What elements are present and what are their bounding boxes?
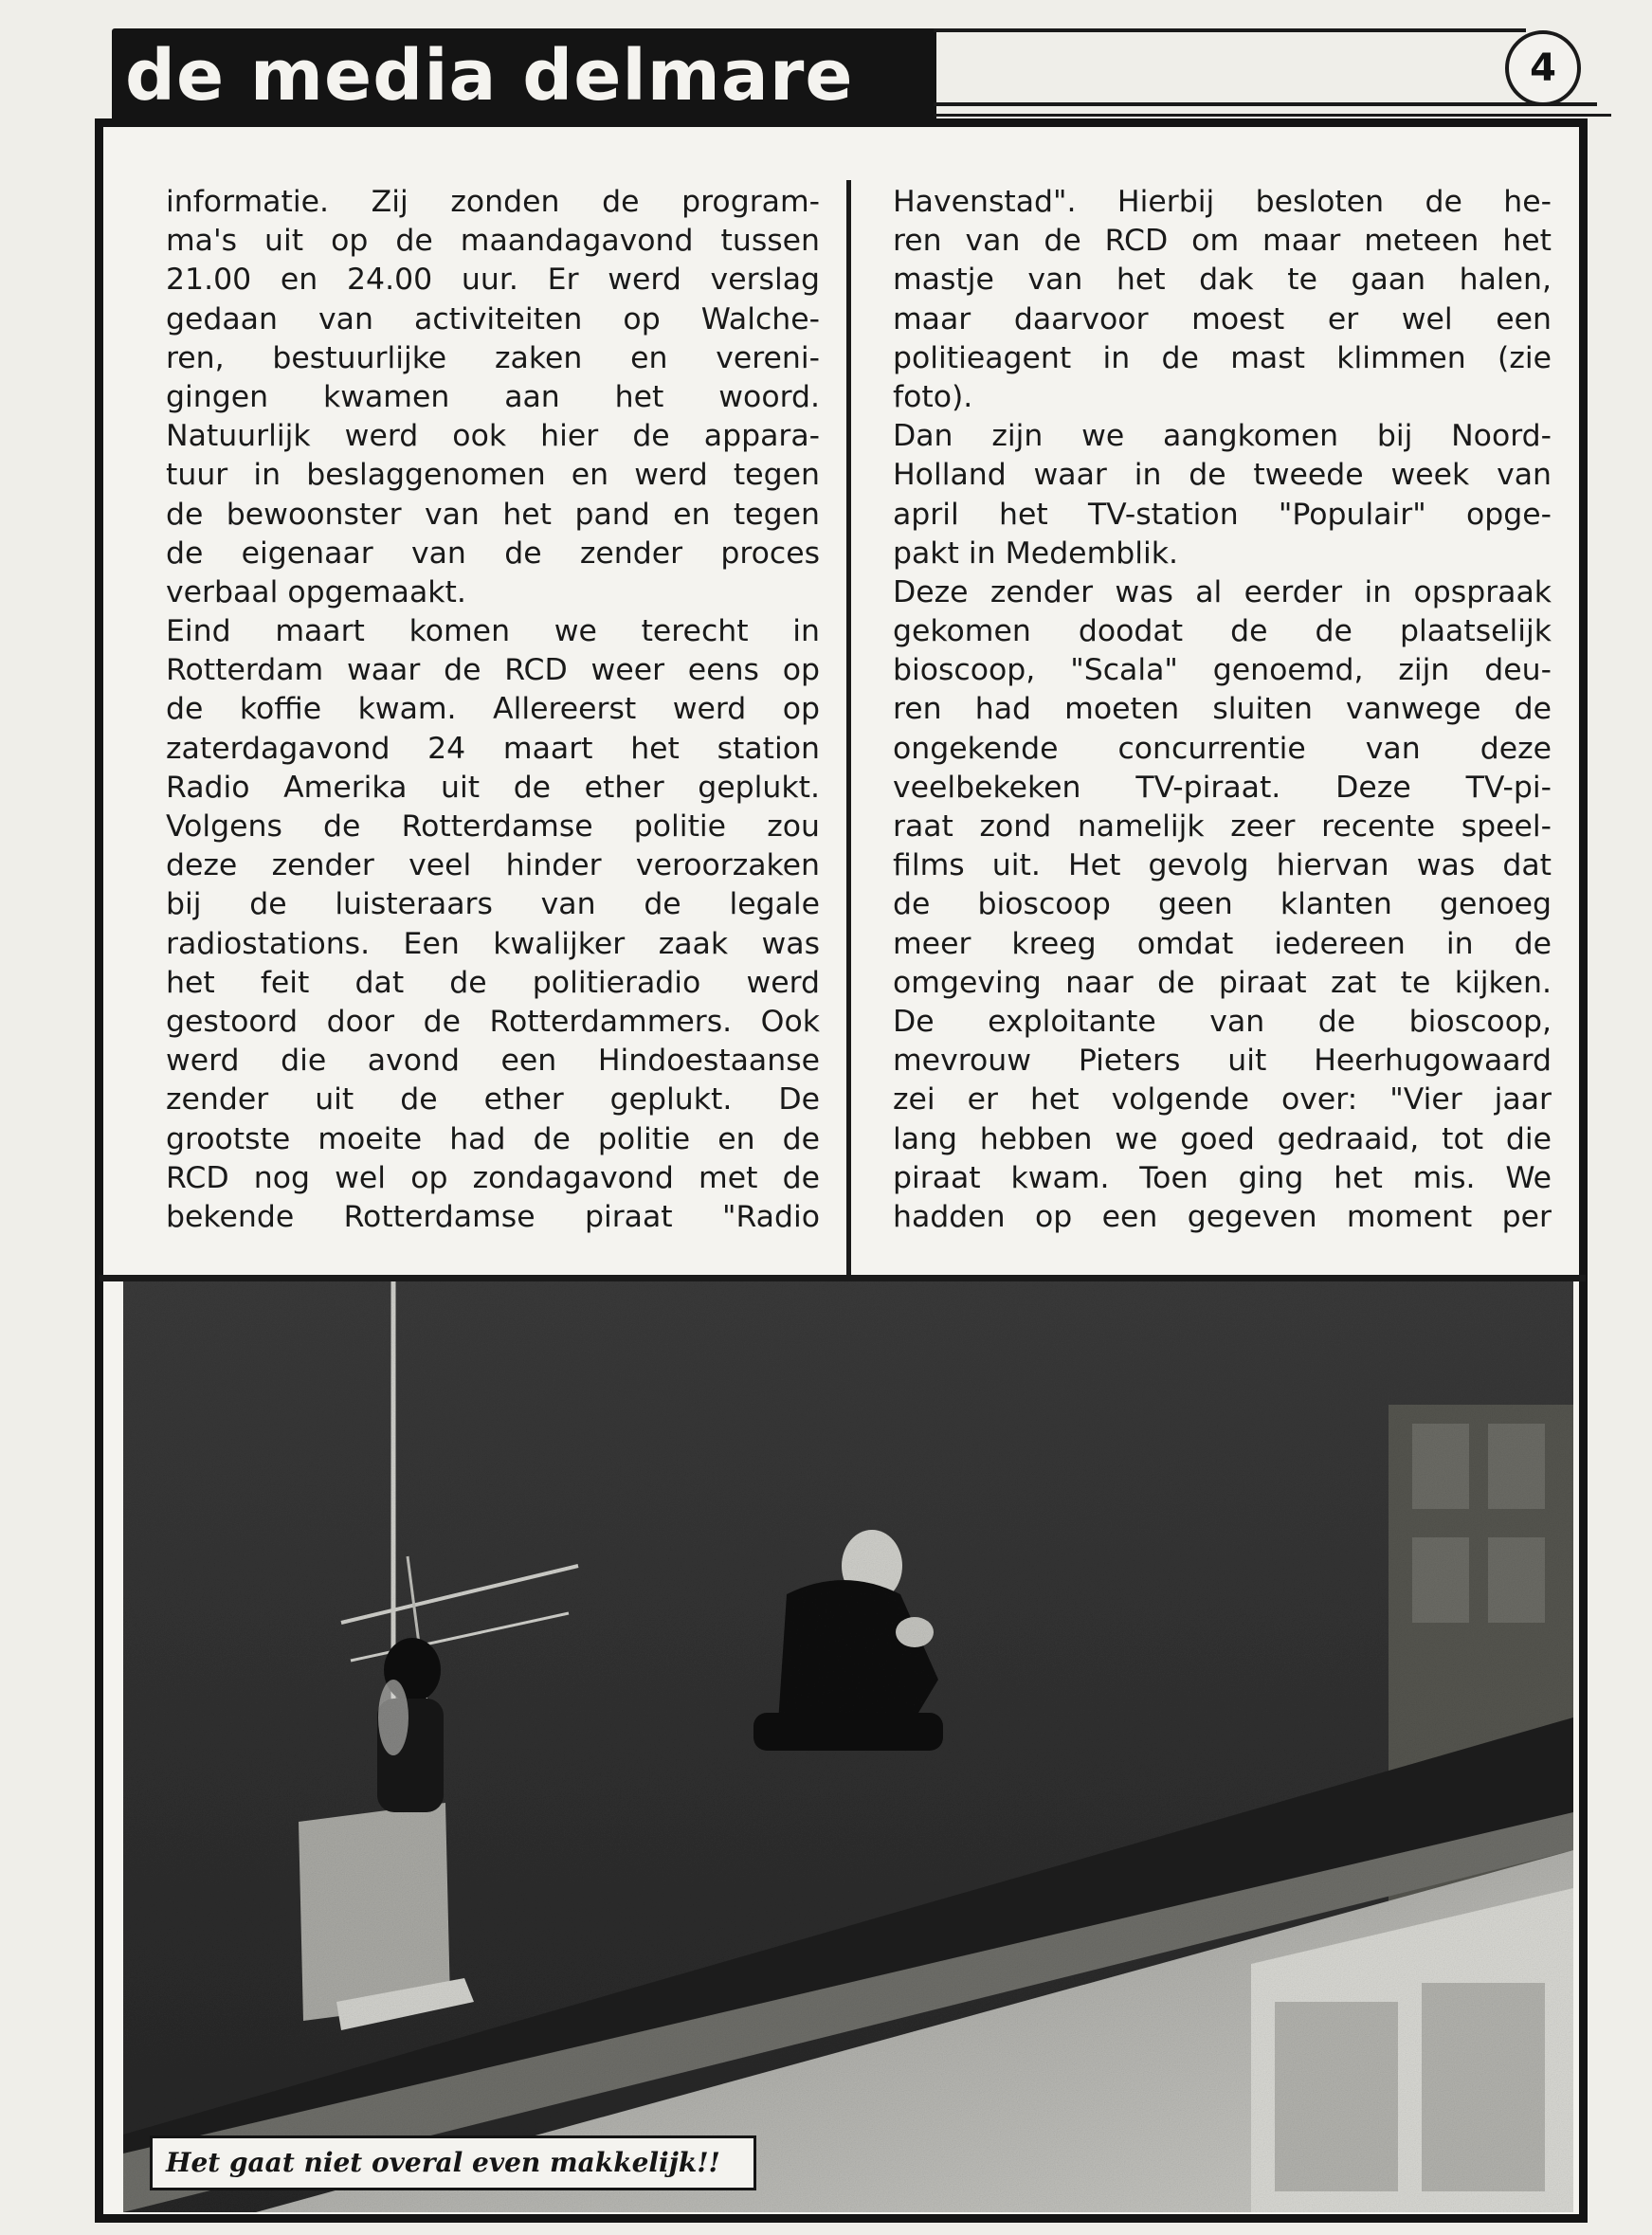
text-line: grootste moeite had de politie en de <box>166 1121 820 1156</box>
text-line: maar daarvoor moest er wel een <box>893 301 1552 336</box>
magazine-title: de media delmare <box>125 35 854 117</box>
text-line: Havenstad". Hierbij besloten de he- <box>893 185 1552 219</box>
text-line: ren van de RCD om maar meteen het <box>893 224 1552 259</box>
text-line: deze zender veel hinder veroorzaken <box>166 848 820 883</box>
text-line: omgeving naar de piraat zat te kijken. <box>893 965 1552 1000</box>
text-line: Volgens de Rotterdamse politie zou <box>166 809 820 844</box>
text-line: Holland waar in de tweede week van <box>893 458 1552 493</box>
text-line: zaterdagavond 24 maart het station <box>166 731 820 766</box>
page-number-badge: 4 <box>1505 30 1581 106</box>
text-line: ren, bestuurlijke zaken en vereni- <box>166 340 820 375</box>
column-divider <box>846 180 851 1275</box>
masthead-rule <box>934 114 1611 117</box>
text-line: werd die avond een Hindoestaanse <box>166 1044 820 1079</box>
text-line: 21.00 en 24.00 uur. Er werd verslag <box>166 263 820 298</box>
photo-caption: Het gaat niet overal even makkelijk!! <box>150 2135 756 2190</box>
text-line: Rotterdam waar de RCD weer eens op <box>166 653 820 688</box>
text-line: bekende Rotterdamse piraat "Radio <box>166 1199 820 1234</box>
text-line: meer kreeg omdat iedereen in de <box>893 926 1552 961</box>
text-line: raat zond namelijk zeer recente speel- <box>893 809 1552 844</box>
text-line: ma's uit op de maandagavond tussen <box>166 224 820 259</box>
text-line: verbaal opgemaakt. <box>166 574 466 609</box>
text-line: ongekende concurrentie van deze <box>893 731 1552 766</box>
text-line: gestoord door de Rotterdammers. Ook <box>166 1004 820 1039</box>
text-line: hadden op een gegeven moment per <box>893 1199 1552 1234</box>
text-line: de bioscoop geen klanten genoeg <box>893 887 1552 922</box>
text-line: gedaan van activiteiten op Walche- <box>166 301 820 336</box>
text-line: piraat kwam. Toen ging het mis. We <box>893 1160 1552 1195</box>
rooftop-photo-illustration <box>123 1281 1573 2212</box>
text-line: ren had moeten sluiten vanwege de <box>893 692 1552 727</box>
text-line: Radio Amerika uit de ether geplukt. <box>166 770 820 805</box>
text-line: films uit. Het gevolg hiervan was dat <box>893 848 1552 883</box>
text-line: De exploitante van de bioscoop, <box>893 1004 1552 1039</box>
photo-top-rule <box>100 1275 1586 1281</box>
text-line: de eigenaar van de zender proces <box>166 536 820 571</box>
masthead-rule <box>934 28 1526 32</box>
text-line: april het TV-station "Populair" opge- <box>893 497 1552 532</box>
text-line: Deze zender was al eerder in opspraak <box>893 574 1552 609</box>
text-line: de koffie kwam. Allereerst werd op <box>166 692 820 727</box>
text-line: bioscoop, "Scala" genoemd, zijn deu- <box>893 653 1552 688</box>
text-line: lang hebben we goed gedraaid, tot die <box>893 1121 1552 1156</box>
text-line: bij de luisteraars van de legale <box>166 887 820 922</box>
text-line: Natuurlijk werd ook hier de appara- <box>166 419 820 454</box>
text-line: RCD nog wel op zondagavond met de <box>166 1160 820 1195</box>
text-line: politieagent in de mast klimmen (zie <box>893 340 1552 375</box>
text-line: radiostations. Een kwalijker zaak was <box>166 926 820 961</box>
text-line: zei er het volgende over: "Vier jaar <box>893 1082 1552 1118</box>
text-line: gingen kwamen aan het woord. <box>166 379 820 414</box>
text-line: de bewoonster van het pand en tegen <box>166 497 820 532</box>
masthead-rule <box>934 102 1597 106</box>
article-column-left <box>166 183 820 1237</box>
text-line: Eind maart komen we terecht in <box>166 614 820 649</box>
text-line: het feit dat de politieradio werd <box>166 965 820 1000</box>
news-photo <box>123 1281 1573 2212</box>
text-line: zender uit de ether geplukt. De <box>166 1082 820 1118</box>
text-line: tuur in beslaggenomen en werd tegen <box>166 458 820 493</box>
text-line: veelbekeken TV-piraat. Deze TV-pi- <box>893 770 1552 805</box>
text-line: informatie. Zij zonden de program- <box>166 185 820 219</box>
masthead-banner <box>112 28 936 123</box>
text-line: mevrouw Pieters uit Heerhugowaard <box>893 1044 1552 1079</box>
text-line: gekomen doodat de de plaatselijk <box>893 614 1552 649</box>
text-line: mastje van het dak te gaan halen, <box>893 263 1552 298</box>
text-line: foto). <box>893 379 973 414</box>
text-line: Dan zijn we aangkomen bij Noord- <box>893 419 1552 454</box>
article-column-right <box>893 183 1552 1237</box>
text-line: pakt in Medemblik. <box>893 536 1179 571</box>
